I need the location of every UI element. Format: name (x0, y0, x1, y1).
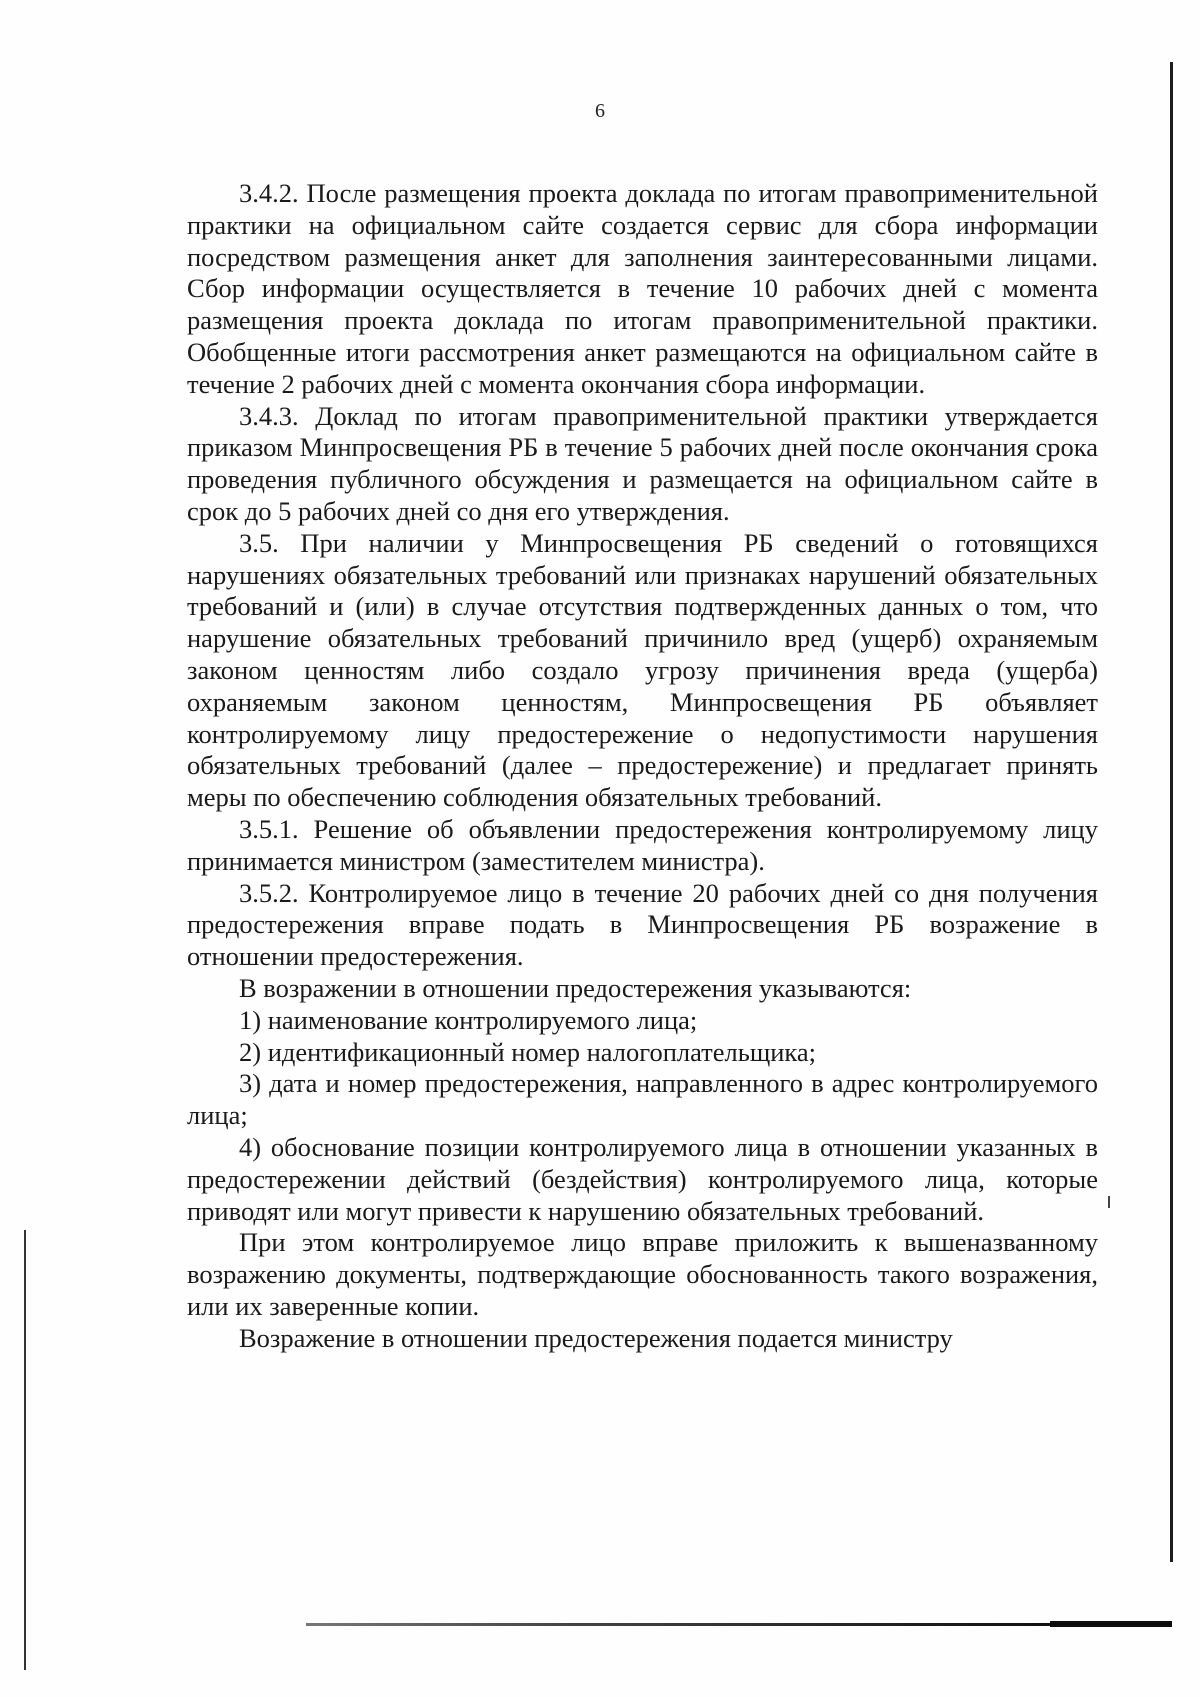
list-item-3: 3) дата и номер предостережения, направленного в адрес контролируемого лица; (187, 1068, 1098, 1131)
document-body (187, 178, 1098, 1354)
paragraph-3-4-3: 3.4.3. Доклад по итогам правоприменительной практики утверждается приказом Минпросвещения РБ в течение 5 рабочих дней после окончания срока проведения публичного обсуждения и размещается на официальном сайте в срок до 5 рабочих дней со дня его утверждения. (187, 400, 1098, 526)
scan-bottom-line-thick (1050, 1621, 1172, 1627)
scan-bottom-line (306, 1623, 1172, 1626)
paragraph-3-4-2: 3.4.2. После размещения проекта доклада по итогам правоприменительной практики на официальном сайте создается сервис для сбора информации посредством размещения анкет для заполнения заинтересованными лицами. Сбор информации осуществляется в течение 10 рабочих дней с момента размещения проекта доклада по итогам правоприменительной практики. Обобщенные итоги рассмотрения анкет размещаются на официальном сайте в течение 2 рабочих дней с момента окончания сбора информации. (187, 178, 1098, 399)
list-item-1: 1) наименование контролируемого лица; (239, 1004, 698, 1035)
scan-edge-left (24, 1230, 26, 1670)
paragraph-objection-intro: В возражении в отношении предостережения указываются: (239, 972, 912, 1003)
list-item-2: 2) идентификационный номер налогоплательщика; (239, 1036, 817, 1067)
paragraph-objection-submission: Возражение в отношении предостережения подается министру (239, 1322, 953, 1353)
paragraph-attachments: При этом контролируемое лицо вправе приложить к вышеназванному возражению документы, подтверждающие обоснованность такого возражения, или их заверенные копии. (187, 1227, 1098, 1321)
paragraph-3-5-1: 3.5.1. Решение об объявлении предостережения контролируемому лицу принимается министром (заместителем министра). (187, 813, 1098, 876)
page-number: 6 (595, 100, 605, 122)
paragraph-3-5-2: 3.5.2. Контролируемое лицо в течение 20 рабочих дней со дня получения предостережения вправе подать в Минпросвещения РБ возражение в отношении предостережения. (187, 877, 1098, 972)
scan-edge-right (1170, 62, 1173, 1562)
paragraph-3-5: 3.5. При наличии у Минпросвещения РБ сведений о готовящихся нарушениях обязательных требований или признаках нарушений обязательных требований и (или) в случае отсутствия подтвержденных данных о том, что нарушение обязательных требований причинило вред (ущерб) охраняемым законом ценностям либо создало угрозу причинения вреда (ущерба) охраняемым законом ценностям, Минпросвещения РБ объявляет контролируемому лицу предостережение о недопустимости нарушения обязательных требований (далее – предостережение) и предлагает принять меры по обеспечению соблюдения обязательных требований. (187, 527, 1098, 813)
scan-speck (1108, 1196, 1110, 1208)
list-item-4: 4) обоснование позиции контролируемого лица в отношении указанных в предостережении действий (бездействия) контролируемого лица, которые приводят или могут привести к нарушению обязательных требований. (187, 1131, 1098, 1226)
